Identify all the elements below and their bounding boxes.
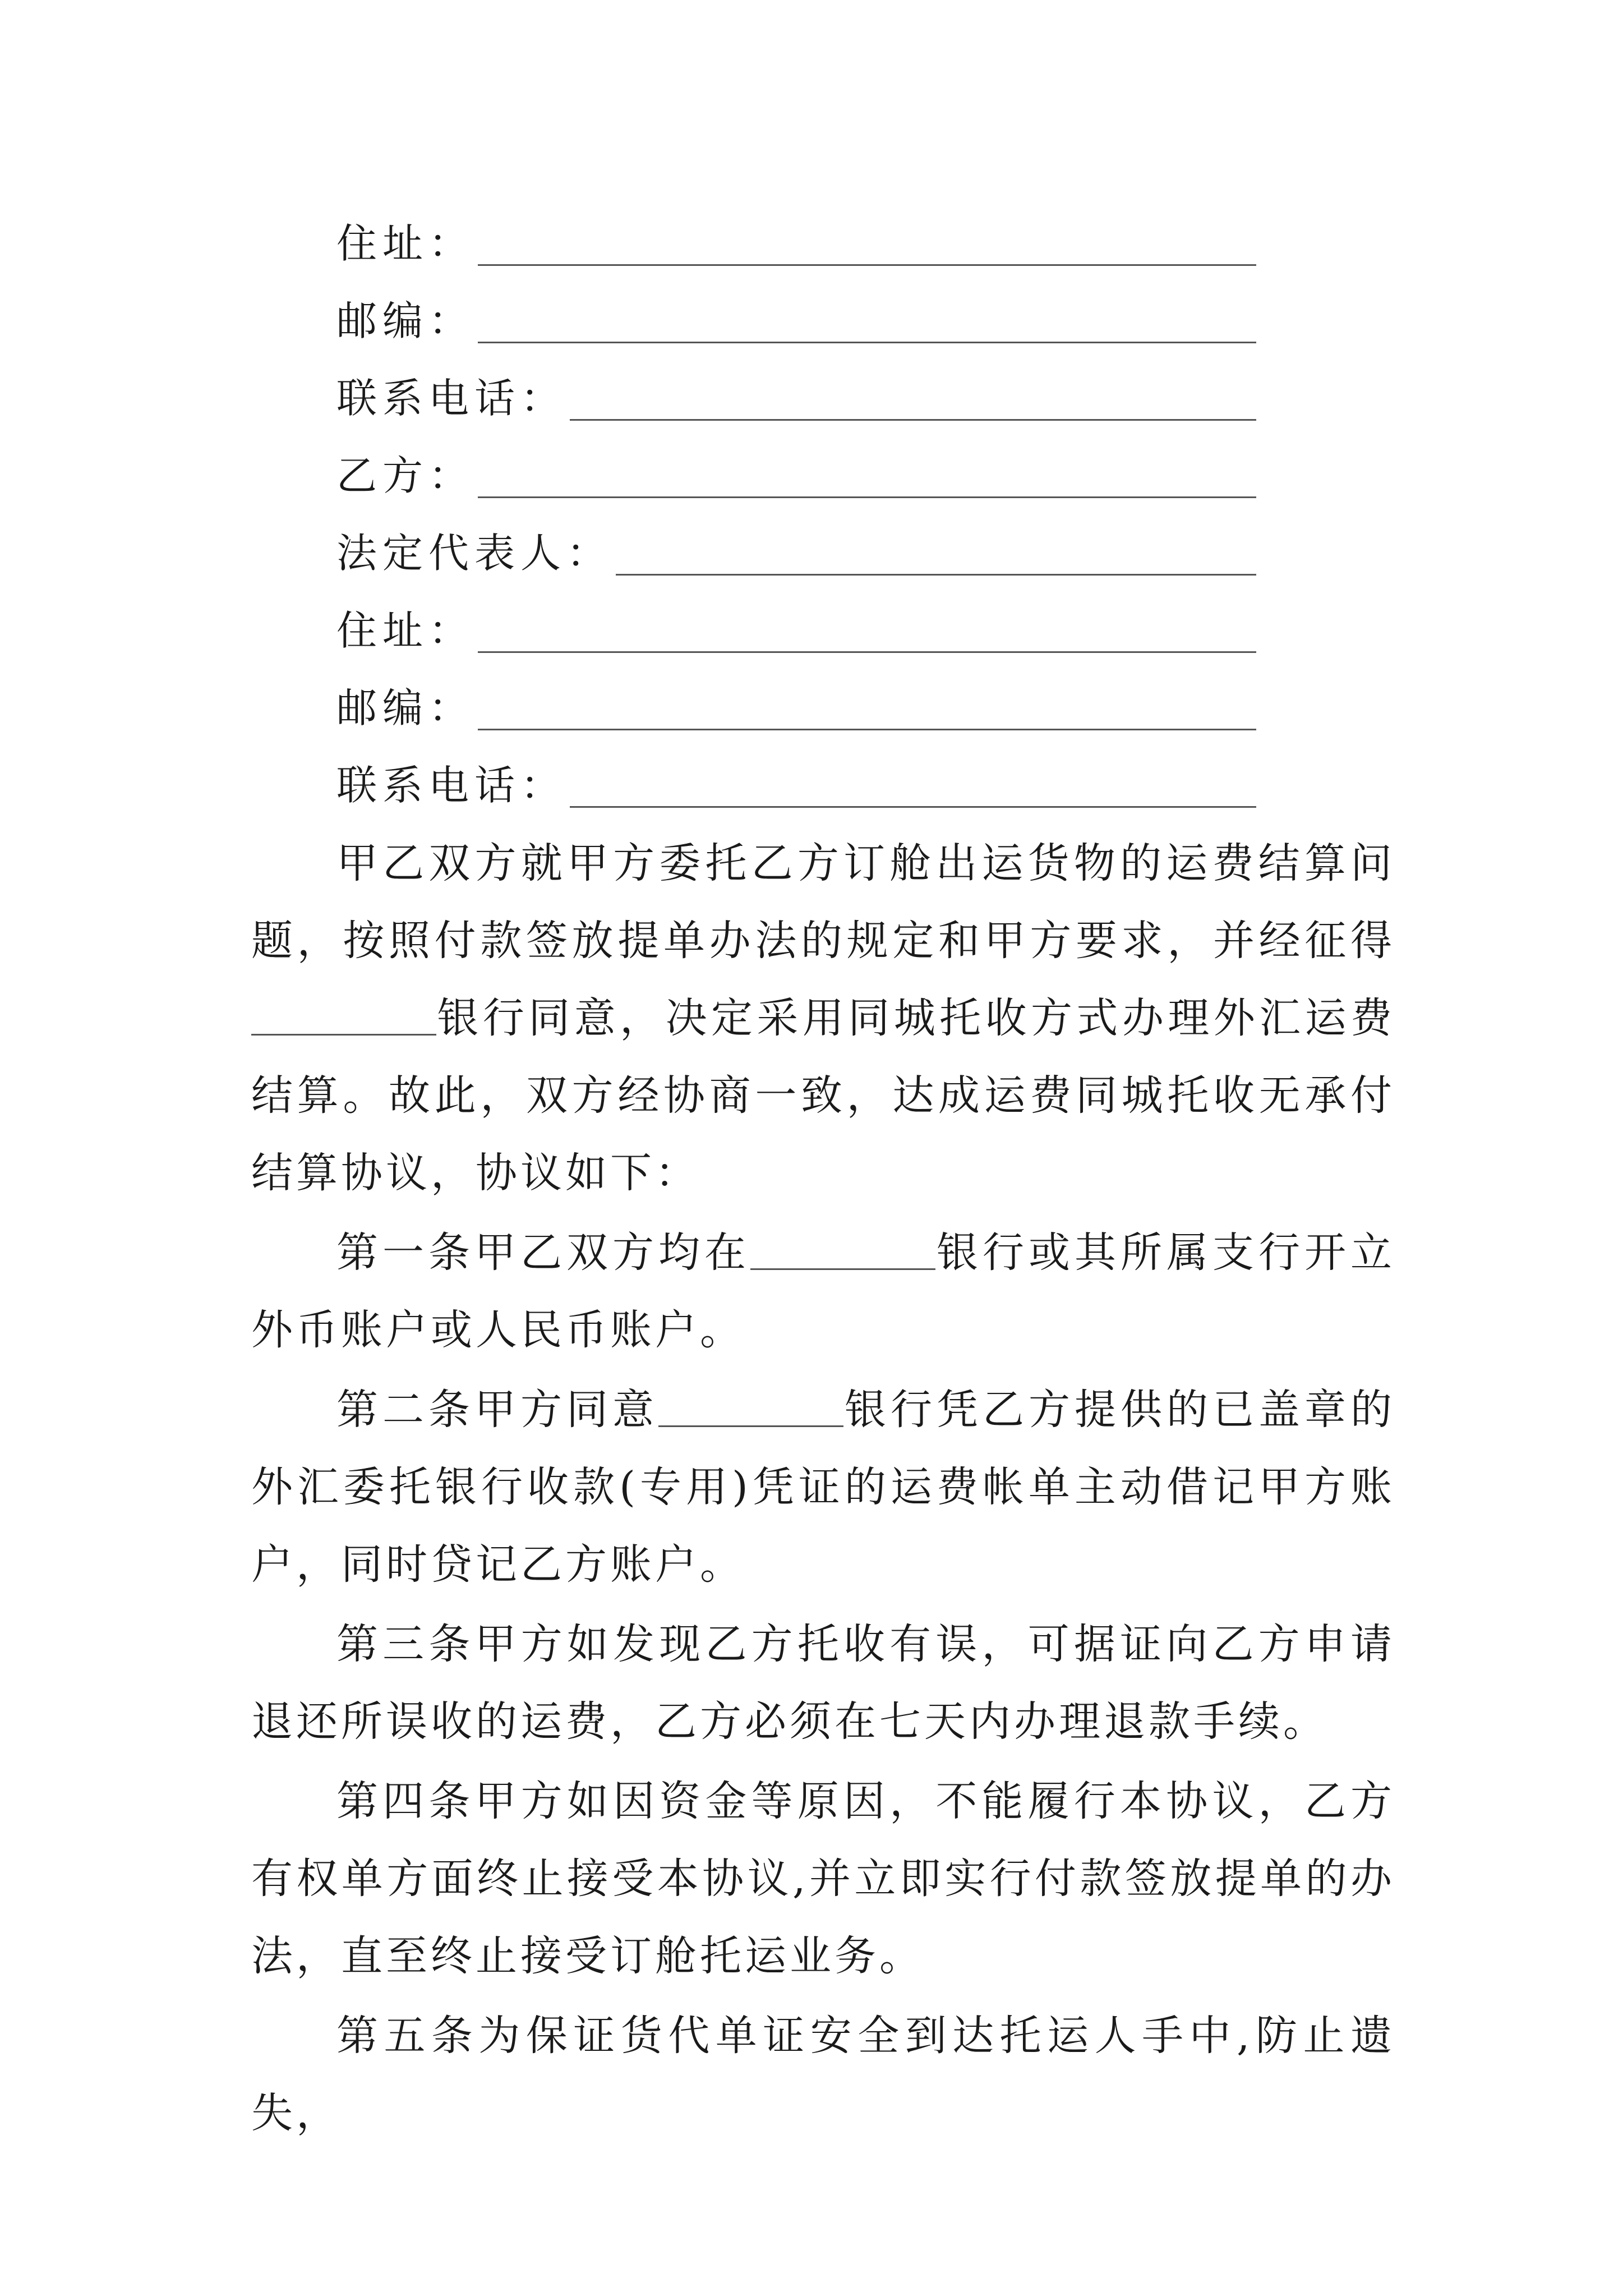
- article-2-text-1: 第二条甲方同意: [336, 1386, 658, 1434]
- field-label: 住址：: [336, 607, 475, 654]
- article-4: 第四条甲方如因资金等原因，不能履行本协议，乙方有权单方面终止接受本协议,并立即实行付款签放提单的办法，直至终止接受订舱托运业务。: [251, 1777, 1395, 1980]
- phone-field-a: [336, 362, 1256, 424]
- agreement-body: [251, 825, 1395, 2152]
- intro-paragraph: [251, 825, 1395, 1212]
- field-label: 法定代表人：: [336, 530, 613, 577]
- fill-in-line[interactable]: [478, 651, 1256, 653]
- address-field-a: [336, 208, 1256, 269]
- article-5: 第五条为保证货代单证安全到达托运人手中,防止遗失，: [251, 2012, 1395, 2137]
- fill-in-line[interactable]: [570, 419, 1256, 421]
- article-1-text-1: 第一条甲乙双方均在: [336, 1228, 750, 1277]
- bank-name-blank[interactable]: [750, 1227, 935, 1270]
- fill-in-line[interactable]: [478, 264, 1256, 266]
- fill-in-line[interactable]: [478, 496, 1256, 498]
- bank-name-blank[interactable]: [251, 992, 436, 1036]
- legal-rep-field-b: [336, 517, 1256, 579]
- party-b-field: [336, 440, 1256, 501]
- article-3: 第三条甲方如发现乙方托收有误，可据证向乙方申请退还所误收的运费，乙方必须在七天内办理退款手续。: [251, 1620, 1395, 1746]
- bank-name-blank[interactable]: [658, 1384, 843, 1427]
- field-label: 联系电话：: [336, 762, 567, 809]
- article-2-text-2: 银行凭乙方提供的已盖章的外汇委托银行收款(专用)凭证的运费帐单主动借记甲方账户，同时贷记乙方账户。: [251, 1386, 1395, 1589]
- field-label: 乙方：: [336, 452, 475, 499]
- fill-in-line[interactable]: [570, 806, 1256, 808]
- field-label: 住址：: [336, 220, 475, 267]
- article-1-text-2: 银行或其所属支行开立外币账户或人民币账户。: [251, 1228, 1395, 1354]
- fill-in-line[interactable]: [478, 729, 1256, 730]
- address-field-b: [336, 595, 1256, 656]
- article-2: [251, 1371, 1395, 1603]
- intro-text-2: 银行同意，决定采用同城托收方式办理外汇运费结算。故此，双方经协商一致，达成运费同城托收无承付结算协议，协议如下：: [251, 994, 1395, 1197]
- postcode-field-a: [336, 285, 1256, 347]
- phone-field-b: [336, 749, 1256, 811]
- fill-in-line[interactable]: [478, 342, 1256, 343]
- field-label: 联系电话：: [336, 375, 567, 422]
- field-label: 邮编：: [336, 297, 475, 344]
- intro-text-1: 甲乙双方就甲方委托乙方订舱出运货物的运费结算问题，按照付款签放提单办法的规定和甲方要求，并经征得: [251, 839, 1395, 965]
- field-label: 邮编：: [336, 684, 475, 731]
- postcode-field-b: [336, 672, 1256, 734]
- fill-in-line[interactable]: [616, 574, 1256, 576]
- article-1: [251, 1214, 1395, 1369]
